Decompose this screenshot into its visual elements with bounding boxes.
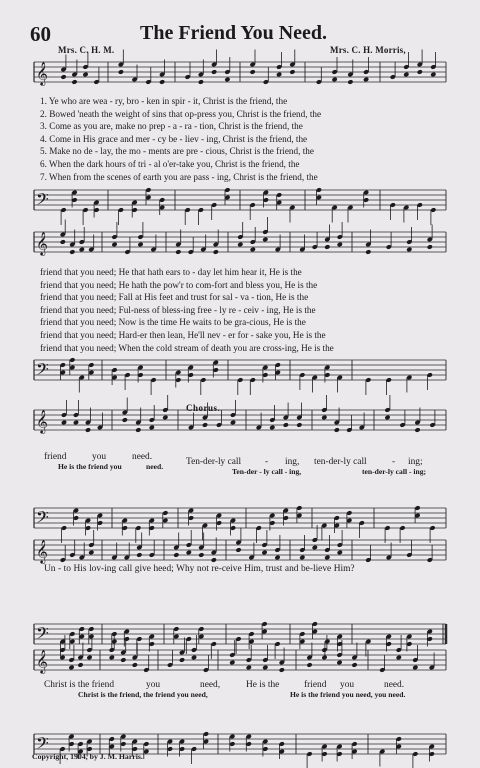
chorus-1-word: ten-der-ly call bbox=[314, 457, 367, 467]
verse-5-line-1: 5. Make no de - lay, the mo - ments are pre - cious, Christ is the friend, the bbox=[40, 146, 314, 157]
chorus-3-lower: He is the friend you need, you need. bbox=[290, 690, 406, 699]
chorus-3-lower: Christ is the friend, the friend you need, bbox=[78, 690, 208, 699]
page-number: 60 bbox=[30, 22, 51, 46]
lyricist-credit: Mrs. C. H. M. bbox=[58, 45, 115, 55]
svg-text:𝄞: 𝄞 bbox=[36, 539, 48, 563]
verse-4-line-1: 4. Come in His grace and mer - cy be - liev - ing, Christ is the friend, the bbox=[40, 133, 308, 144]
svg-text:𝄢: 𝄢 bbox=[36, 733, 49, 757]
chorus-3-word: friend bbox=[304, 680, 327, 690]
chorus-1-lower: He is the friend you bbox=[58, 462, 122, 471]
chorus-1-word: Ten-der-ly call bbox=[186, 457, 242, 467]
chorus-1-word: friend bbox=[44, 452, 67, 462]
chorus-3-word: need, bbox=[200, 680, 221, 690]
verse-2-line-1: 2. Bowed 'neath the weight of sins that op-press you, Christ is the friend, the bbox=[40, 108, 322, 119]
chorus-3-word: Christ is the friend bbox=[44, 680, 115, 690]
verse-lyrics-line1 bbox=[40, 95, 321, 183]
verse-lyrics-line2 bbox=[40, 266, 334, 354]
chorus-1-lower: need. bbox=[146, 462, 164, 471]
svg-text:𝄞: 𝄞 bbox=[36, 231, 48, 255]
chorus-line-2: Un - to His lov-ing call give heed; Why not re-ceive Him, trust and be-lieve Him? bbox=[44, 564, 355, 574]
verse-1-line-1: 1. Ye who are wea - ry, bro - ken in spir - it, Christ is the friend, the bbox=[40, 96, 288, 106]
verse-3-line-1: 3. Come as you are, make no prep - a - ra - tion, Christ is the friend, the bbox=[40, 121, 303, 132]
chorus-1-word: you bbox=[92, 452, 107, 462]
verse-1-line-2: friend that you need; He that hath ears to - day let him hear it, He is the bbox=[40, 267, 302, 277]
verse-2-line-2: friend that you need; He hath the pow'r to com-fort and bless you, He is the bbox=[40, 279, 318, 290]
svg-text:𝄢: 𝄢 bbox=[36, 507, 49, 531]
svg-text:𝄢: 𝄢 bbox=[36, 359, 49, 383]
chorus-3-word: He is the bbox=[246, 680, 280, 690]
chorus-1-word: - bbox=[265, 457, 269, 467]
chorus-1-word: ing; bbox=[408, 457, 423, 467]
chorus-1-lower: Ten-der - ly call - ing, bbox=[232, 467, 302, 476]
composer-credit: Mrs. C. H. Morris, bbox=[330, 45, 406, 55]
verse-5-line-2: friend that you need; Now is the time He waits to be gra-cious, He is the bbox=[40, 317, 306, 328]
chorus-label: Chorus. bbox=[186, 403, 221, 413]
svg-text:𝄢: 𝄢 bbox=[36, 623, 49, 647]
verse-6-line-2: friend that you need; Hard-er then lean, He'll nev - er for - sake you, He is the bbox=[40, 329, 326, 340]
chorus-1-word: need. bbox=[132, 452, 153, 462]
verse-6-line-1: 6. When the dark hours of tri - al o'er-take you, Christ is the friend, the bbox=[40, 158, 300, 169]
verse-7-line-1: 7. When from the scenes of earth you are pass - ing, Christ is the friend, the bbox=[40, 171, 318, 182]
chorus-3-word: you bbox=[340, 680, 355, 690]
chorus-1-word: ing, bbox=[285, 457, 300, 467]
verse-3-line-2: friend that you need; Fall at His feet and trust for sal - va - tion, He is the bbox=[40, 292, 309, 303]
chorus-1-lower: ten-der-ly call - ing; bbox=[362, 467, 427, 476]
copyright-notice: Copyright, 1904, by J. M. Harris. bbox=[32, 752, 143, 761]
hymn-title: The Friend You Need. bbox=[140, 22, 328, 44]
svg-text:𝄞: 𝄞 bbox=[36, 649, 48, 673]
svg-text:𝄢: 𝄢 bbox=[36, 189, 49, 213]
verse-7-line-2: friend that you need; When the cold stream of death you are cross-ing, He is the bbox=[40, 342, 334, 353]
chorus-3-word: you bbox=[146, 680, 161, 690]
verse-4-line-2: friend that you need; Ful-ness of bless-ing free - ly re - ceiv - ing, He is the bbox=[40, 304, 316, 315]
chorus-1-word: - bbox=[392, 457, 396, 467]
svg-text:𝄞: 𝄞 bbox=[36, 409, 48, 433]
chorus-3-word: need. bbox=[384, 680, 405, 690]
svg-text:𝄞: 𝄞 bbox=[36, 61, 48, 85]
